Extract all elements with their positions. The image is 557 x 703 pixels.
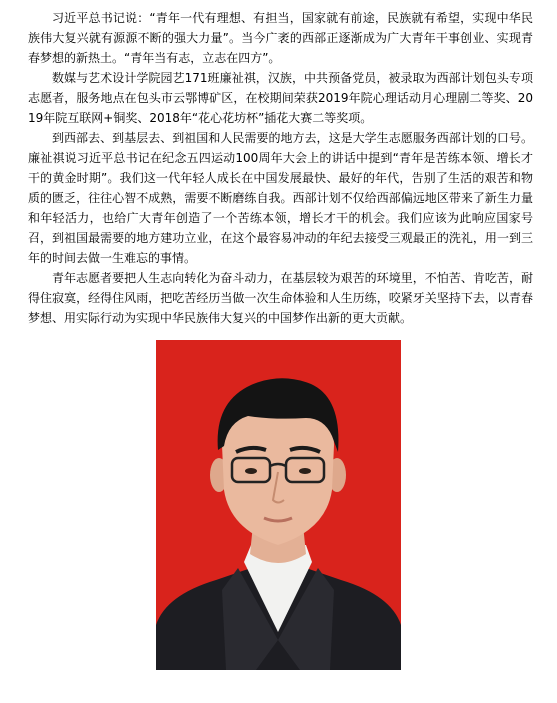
right-eye: [299, 468, 311, 474]
paragraph-conclusion: 青年志愿者要把人生志向转化为奋斗动力，在基层较为艰苦的环境里，不怕苦、肯吃苦，耐得住寂寞，经得住风雨，把吃苦经历当做一次生命体验和人生历练，咬紧牙关坚持下去，以青春梦想、用实际行动为实现中华民族伟大复兴的中国梦作出新的更大贡献。: [28, 271, 533, 325]
paragraph-profile: 数媒与艺术设计学院园艺171班廉祉祺，汉族，中共预备党员，被录取为西部计划包头专项志愿者，服务地点在包头市云鄂博矿区，在校期间荣获2019年院心理话动月心理剧二等奖、2019年院互联网+铜奖、2018年“花心花坊杯”插花大赛二等奖项。: [28, 71, 533, 125]
portrait-illustration: [156, 340, 401, 670]
paragraph-intro-quote: 习近平总书记说：“青年一代有理想、有担当，国家就有前途，民族就有希望，实现中华民族伟大复兴就有源源不断的强大力量”。当今广袤的西部正逐渐成为广大青年干事创业、实现青春梦想的新热土。“青年当有志，立志在四方”。: [28, 11, 533, 65]
article-body: [28, 8, 533, 328]
portrait-photo: [156, 340, 401, 670]
paragraph-motivation: 到西部去、到基层去、到祖国和人民需要的地方去，这是大学生志愿服务西部计划的口号。廉祉祺说习近平总书记在纪念五四运动100周年大会上的讲话中提到“青年是苦练本领、增长才干的黄金时期”。我们这一代年轻人成长在中国发展最快、最好的年代，告别了生活的艰苦和物质的匮乏，往往心智不成熟，需要不断磨练自我。西部计划不仅给西部偏远地区带来了新生力量和年轻活力，也给广大青年创造了一个苦练本领，增长才干的机会。我们应该为此响应国家号召，到祖国最需要的地方建功立业，在这个最容易冲动的年纪去接受三观最正的洗礼，用一到三年的时间去做一生难忘的事情。: [28, 131, 533, 265]
left-eye: [245, 468, 257, 474]
